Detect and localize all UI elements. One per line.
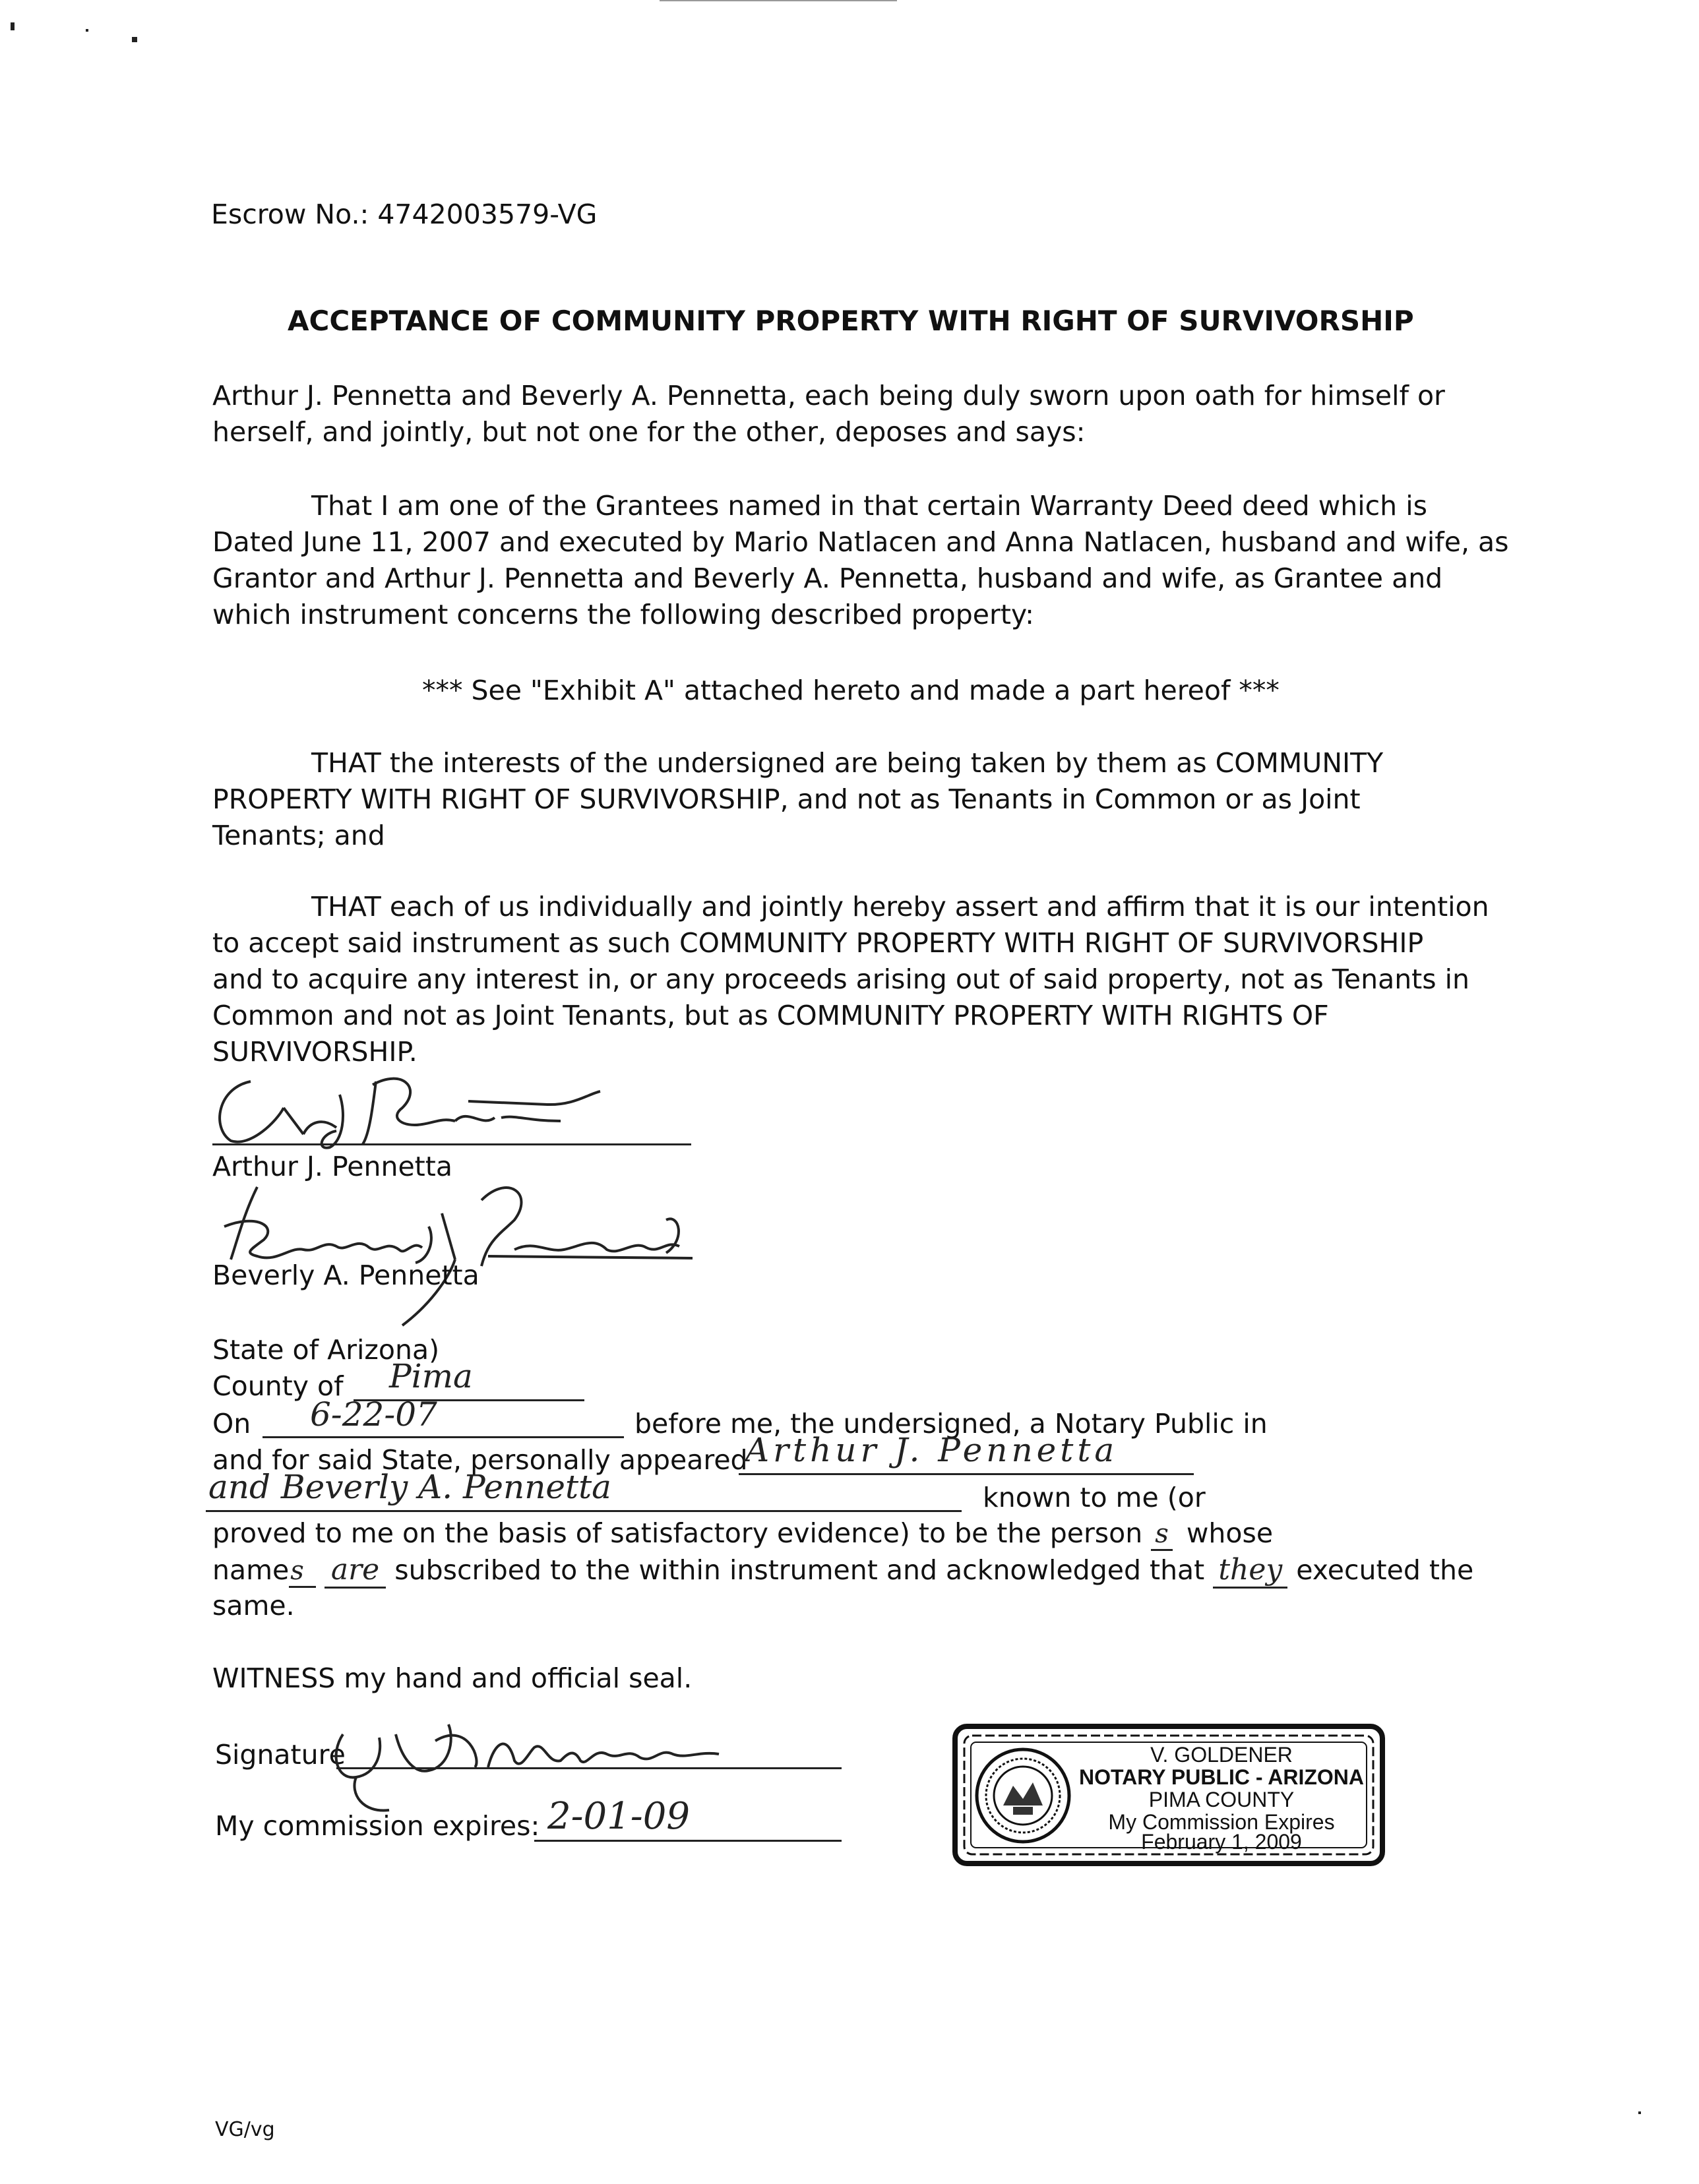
paragraph-line: which instrument concerns the following described property: [212, 599, 1034, 630]
signature-line [212, 1143, 691, 1145]
intro-line: Arthur J. Pennetta and Beverly A. Pennetta, each being duly sworn upon oath for himself or [212, 380, 1445, 411]
appeared-blank [739, 1473, 1194, 1475]
paragraph-line: SURVIVORSHIP. [212, 1036, 417, 1068]
notary-person-suffix: s [1151, 1519, 1173, 1551]
notary-seal-stamp [951, 1722, 1386, 1867]
notary-on-label: On [212, 1408, 251, 1440]
paragraph-line: Dated June 11, 2007 and executed by Mario Natlacen and Anna Natlacen, husband and wife, as [212, 526, 1509, 558]
paragraph-line: THAT each of us individually and jointly hereby assert and affirm that it is our intention [311, 891, 1489, 923]
signer-name-beverly: Beverly A. Pennetta [212, 1259, 479, 1291]
notary-same-text: same. [212, 1590, 295, 1622]
scan-speck [1638, 2111, 1641, 2114]
notary-commission-value: 2-01-09 [547, 1795, 690, 1838]
seal-expires-date: February 1, 2009 [1141, 1830, 1302, 1854]
signature-beverly [204, 1174, 732, 1339]
notary-whose-text: whose [1186, 1517, 1274, 1549]
paragraph-line: PROPERTY WITH RIGHT OF SURVIVORSHIP, and not as Tenants in Common or as Joint [212, 783, 1361, 815]
notary-known-text: known to me (or [983, 1482, 1206, 1513]
notary-proved-line [212, 1515, 1273, 1552]
notary-they-value: they [1213, 1553, 1287, 1589]
notary-county-label: County of [212, 1370, 344, 1402]
notary-appeared-text: and for said State, personally appeared [212, 1444, 748, 1476]
seal-notary-title: NOTARY PUBLIC - ARIZONA [1079, 1765, 1364, 1789]
seal-county: PIMA COUNTY [1148, 1788, 1295, 1811]
arizona-state-seal-icon [973, 1746, 1072, 1845]
date-blank [263, 1436, 624, 1438]
seal-expires-label: My Commission Expires [1108, 1810, 1335, 1834]
intro-line: herself, and jointly, but not one for the other, deposes and says: [212, 416, 1086, 448]
paragraph-line: Tenants; and [212, 820, 385, 851]
notary-date-value: 6-22-07 [310, 1395, 437, 1434]
paragraph-line: to accept said instrument as such COMMUNITY PROPERTY WITH RIGHT OF SURVIVORSHIP [212, 927, 1424, 959]
paragraph-line: and to acquire any interest in, or any proceeds arising out of said property, not as Tenants in [212, 963, 1470, 995]
notary-name-suffix: s [289, 1556, 316, 1588]
notary-subscribed-text: subscribed to the within instrument and acknowledged that [394, 1554, 1205, 1586]
paragraph-line: THAT the interests of the undersigned are being taken by them as COMMUNITY [311, 747, 1384, 779]
escrow-line [211, 197, 597, 233]
scan-speck [86, 29, 88, 32]
notary-proved-text: proved to me on the basis of satisfactory evidence) to be the person [212, 1517, 1143, 1549]
escrow-label: Escrow No.: [211, 198, 369, 230]
intro-paragraph [212, 378, 1505, 450]
notary-appeared-name1: Arthur J. Pennetta [745, 1431, 1119, 1469]
paragraph-line: Common and not as Joint Tenants, but as COMMUNITY PROPERTY WITH RIGHTS OF [212, 1000, 1329, 1031]
paragraph-line: That I am one of the Grantees named in that certain Warranty Deed deed which is [311, 490, 1427, 522]
notary-signature-label: Signature [215, 1739, 346, 1771]
escrow-number: 4742003579-VG [377, 198, 598, 230]
notary-executed-text: executed the [1296, 1554, 1474, 1586]
notary-name-word: name [212, 1554, 290, 1586]
scan-speck [132, 37, 137, 42]
signer-name-arthur: Arthur J. Pennetta [212, 1151, 452, 1182]
notary-names-line [212, 1552, 1473, 1589]
paragraph-line: Grantor and Arthur J. Pennetta and Beverly A. Pennetta, husband and wife, as Grantee and [212, 562, 1443, 594]
commission-blank [534, 1840, 842, 1842]
signature-arthur [204, 1055, 627, 1154]
document-title: ACCEPTANCE OF COMMUNITY PROPERTY WITH RIGHT OF SURVIVORSHIP [288, 305, 1414, 337]
notary-state: State of Arizona) [212, 1334, 440, 1366]
scan-line [660, 0, 897, 1]
footer-initials: VG/vg [215, 2118, 275, 2141]
grantee-paragraph [212, 488, 1509, 633]
intention-paragraph [212, 889, 1505, 1070]
notary-commission-label: My commission expires: [215, 1810, 540, 1842]
notary-witness-text: WITNESS my hand and official seal. [212, 1662, 693, 1694]
scan-speck [11, 22, 15, 30]
notary-are-value: are [324, 1553, 386, 1589]
notary-county-value: Pima [389, 1357, 473, 1395]
notary-appeared-name2: and Beverly A. Pennetta [208, 1468, 611, 1506]
exhibit-reference: *** See "Exhibit A" attached hereto and made a part hereof *** [422, 675, 1280, 706]
appeared-blank-2 [206, 1510, 962, 1512]
notary-before-text: before me, the undersigned, a Notary Public in [634, 1408, 1268, 1440]
interests-paragraph [212, 745, 1505, 854]
seal-notary-name: V. GOLDENER [1150, 1743, 1293, 1767]
